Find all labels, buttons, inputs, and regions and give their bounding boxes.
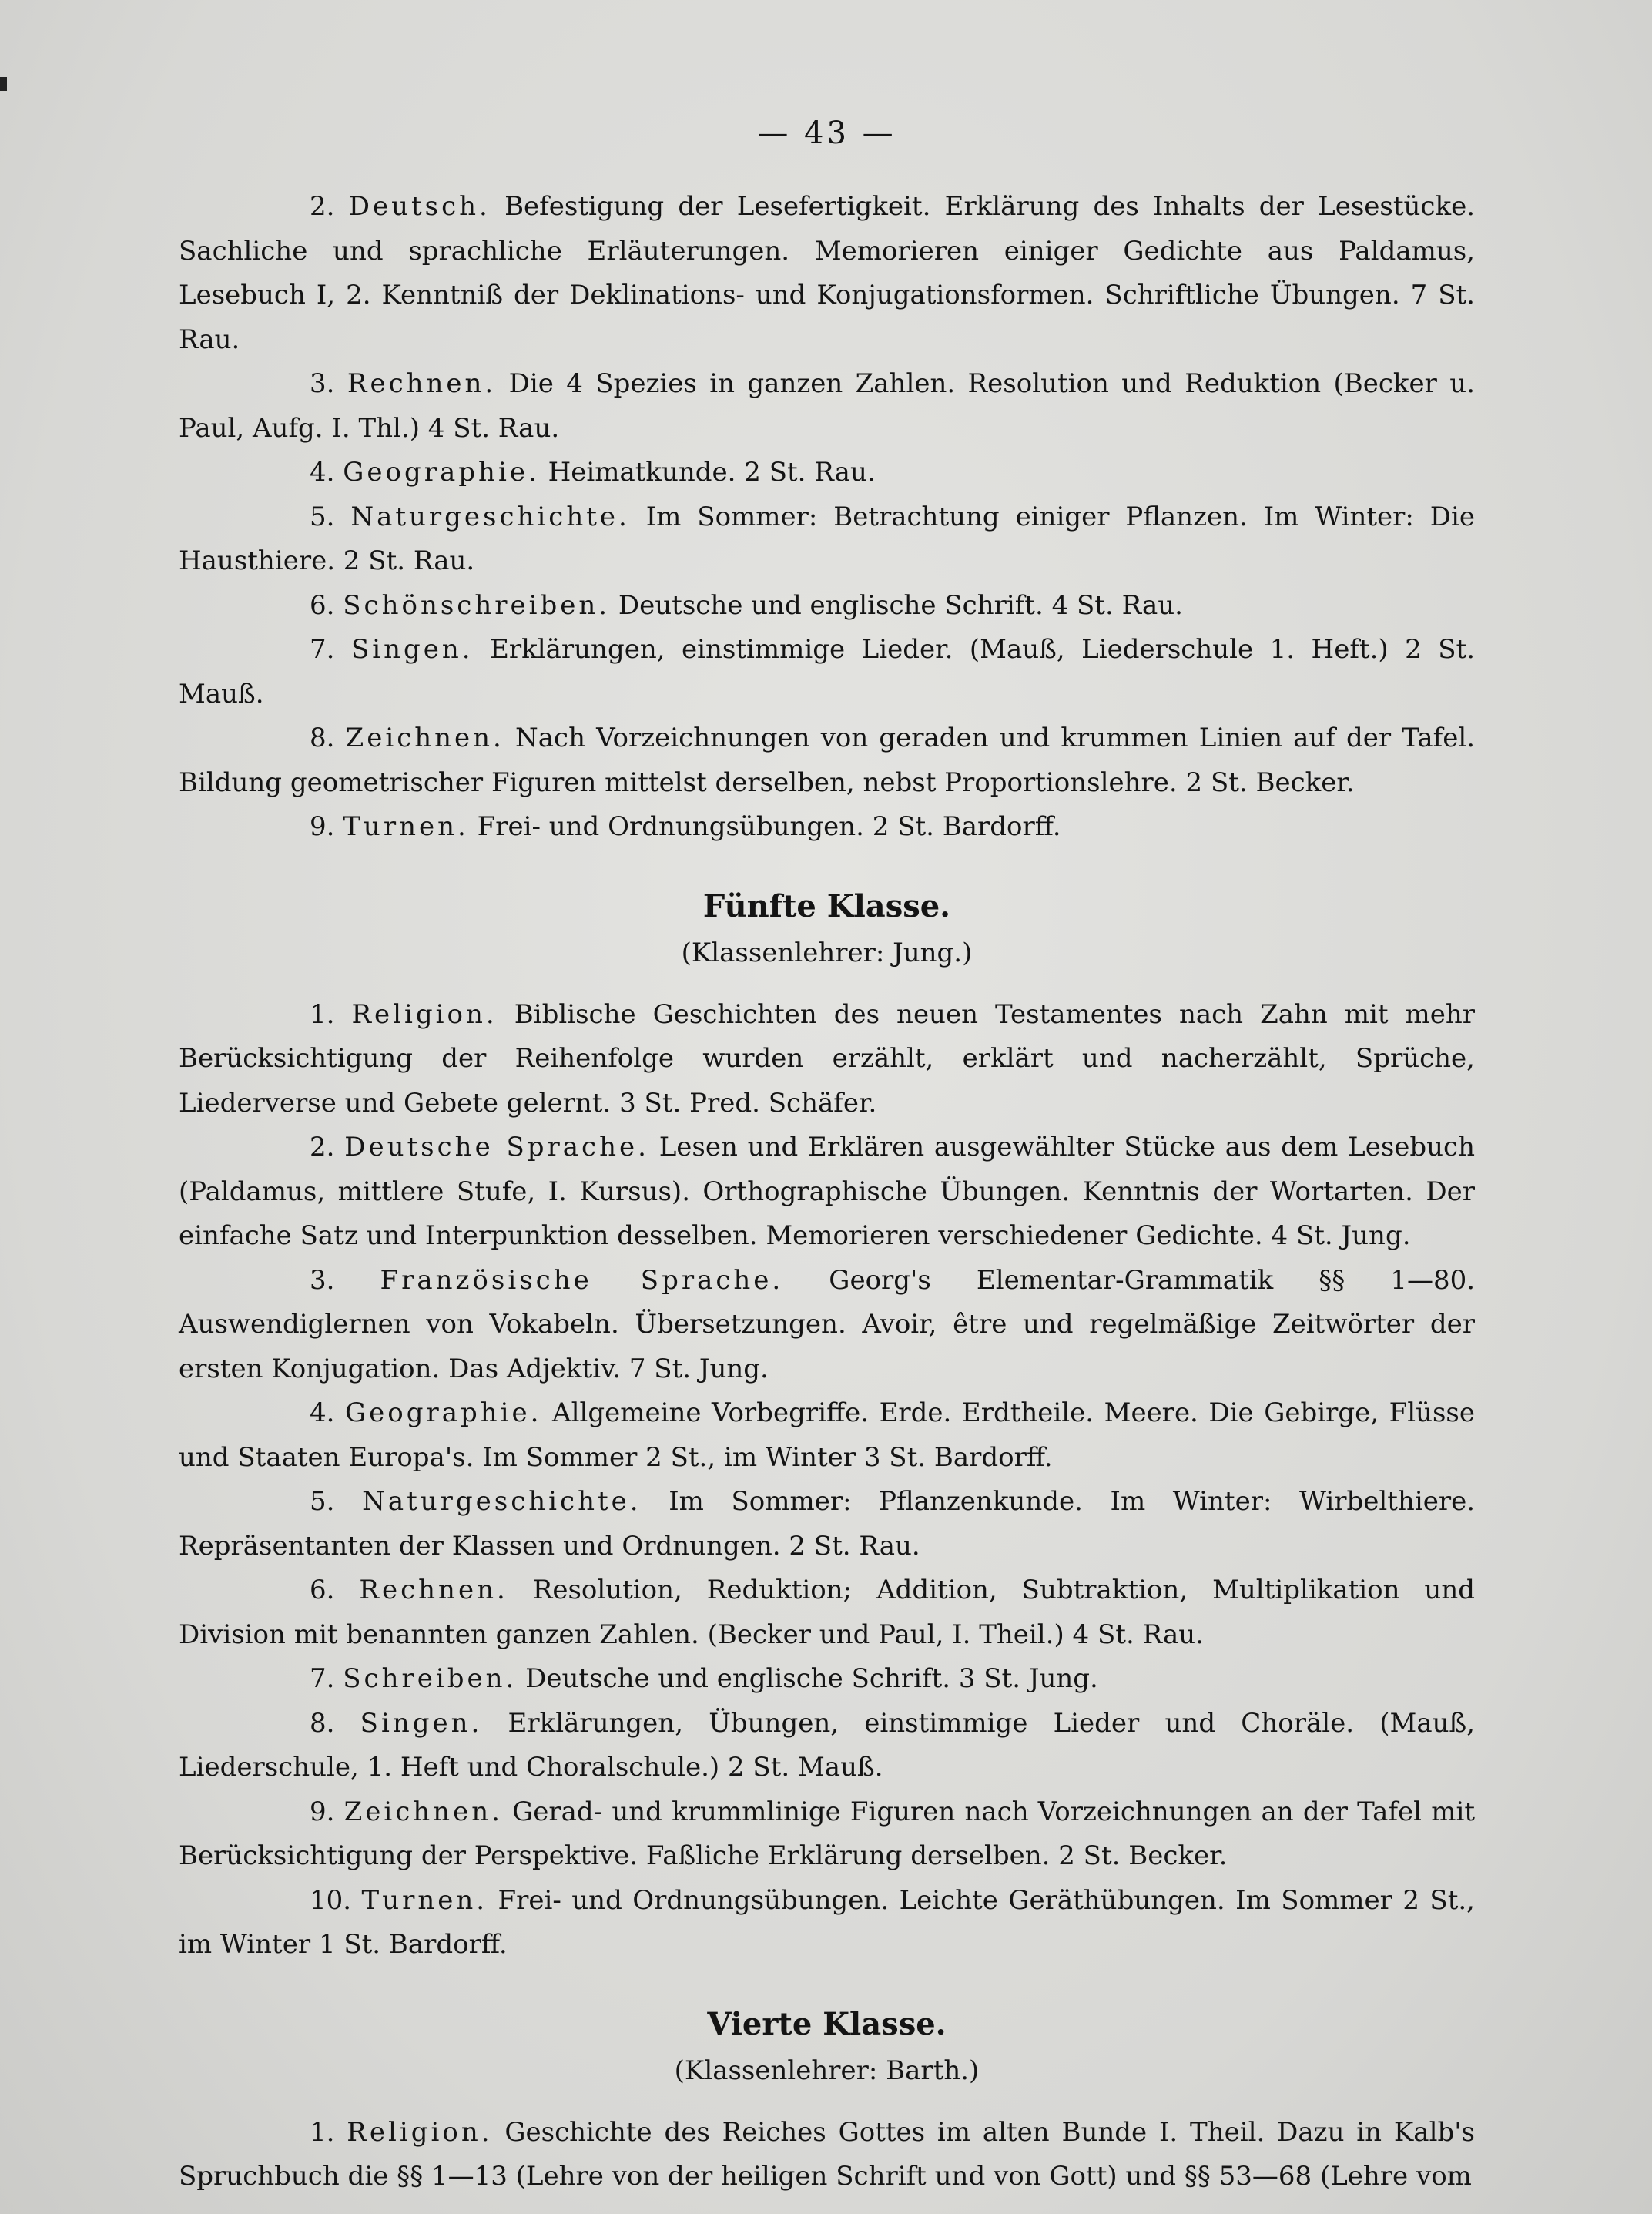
- part1-list: [179, 185, 1475, 850]
- list-item: 10. Turnen. Frei- und Ordnungsübungen. Leichte Geräthübungen. Im Sommer 2 St., im Winter 1 St. Bardorff.: [179, 1884, 1475, 1960]
- list-item: 7. Schreiben. Deutsche und englische Schrift. 3 St. Jung.: [310, 1663, 1098, 1694]
- list-item: 5. Naturgeschichte. Im Sommer: Betrachtung einiger Pflanzen. Im Winter: Die Hausthiere. 2 St. Rau.: [179, 501, 1475, 576]
- list-item: 1. Religion. Biblische Geschichten des neuen Testamentes nach Zahn mit mehr Berücksichtigung der Reihenfolge wurden erzählt, erklärt und nacherzählt, Sprüche, Liederverse und Gebete gelernt. 3 St. Pred. Schäfer.: [179, 998, 1476, 1119]
- section-heading-fuenfte-klasse: Fünfte Klasse.: [702, 887, 951, 924]
- list-item: 4. Geographie. Heimatkunde. 2 St. Rau.: [310, 457, 876, 488]
- list-item: 6. Rechnen. Resolution, Reduktion; Addition, Subtraktion, Multiplikation und Division mit benannten ganzen Zahlen. (Becker und Paul, I. Theil.) 4 St. Rau.: [179, 1575, 1475, 1650]
- section-subheading-klassenlehrer-barth: (Klassenlehrer: Barth.): [674, 2055, 980, 2086]
- list-item: 2. Deutsche Sprache. Lesen und Erklären ausgewählter Stücke aus dem Lesebuch (Paldamus, mittlere Stufe, I. Kursus). Orthographische Übungen. Kenntnis der Wortarten. Der einfache Satz und Interpunktion desselben. Memorieren verschiedener Gedichte. 4 St. Jung.: [179, 1132, 1475, 1251]
- page-number: — 43 —: [757, 116, 896, 151]
- list-item: 3. Französische Sprache. Georg's Elementar-Grammatik §§ 1—80. Auswendiglernen von Vokabeln. Übersetzungen. Avoir, être und regelmäßige Zeitwörter der ersten Konjugation. Das Adjektiv. 7 St. Jung.: [179, 1264, 1476, 1384]
- list-item: 9. Turnen. Frei- und Ordnungsübungen. 2 St. Bardorff.: [310, 811, 1061, 842]
- section-subheading-klassenlehrer-jung: (Klassenlehrer: Jung.): [681, 937, 973, 968]
- list-item: 7. Singen. Erklärungen, einstimmige Lieder. (Mauß, Liederschule 1. Heft.) 2 St. Mauß.: [179, 634, 1476, 709]
- list-item: 9. Zeichnen. Gerad- und krummlinige Figuren nach Vorzeichnungen an der Tafel mit Berücksichtigung der Perspektive. Faßliche Erklärung derselben. 2 St. Becker.: [179, 1796, 1475, 1871]
- list-item: 4. Geographie. Allgemeine Vorbegriffe. Erde. Erdtheile. Meere. Die Gebirge, Flüsse und Staaten Europa's. Im Sommer 2 St., im Winter 3 St. Bardorff.: [179, 1397, 1475, 1473]
- section-heading-vierte-klasse: Vierte Klasse.: [707, 2005, 947, 2042]
- scan-edge-mark: [0, 77, 7, 91]
- list-item: 8. Singen. Erklärungen, Übungen, einstimmige Lieder und Choräle. (Mauß, Liederschule, 1. Heft und Choralschule.) 2 St. Mauß.: [179, 1707, 1476, 1783]
- list-item: 2. Deutsch. Befestigung der Lesefertigkeit. Erklärung des Inhalts der Lesestücke. Sachliche und sprachliche Erläuterungen. Memorieren einiger Gedichte aus Paldamus, Lesebuch I, 2. Kenntniß der Deklinations- und Konjugationsformen. Schriftliche Übungen. 7 St. Rau.: [179, 191, 1475, 355]
- list-item: 6. Schönschreiben. Deutsche und englische Schrift. 4 St. Rau.: [310, 589, 1183, 621]
- section4-list: [179, 2111, 1475, 2199]
- list-item: 8. Zeichnen. Nach Vorzeichnungen von geraden und krummen Linien auf der Tafel. Bildung geometrischer Figuren mittelst derselben, nebst Proportionslehre. 2 St. Becker.: [179, 723, 1476, 798]
- section5-list: [179, 993, 1475, 1967]
- list-item: 1. Religion. Geschichte des Reiches Gottes im alten Bunde I. Theil. Dazu in Kalb's Spruchbuch die §§ 1—13 (Lehre von der heiligen Schrift und von Gott) und §§ 53—68 (Lehre vom: [179, 2116, 1475, 2192]
- list-item: 3. Rechnen. Die 4 Spezies in ganzen Zahlen. Resolution und Reduktion (Becker u. Paul, Aufg. I. Thl.) 4 St. Rau.: [179, 368, 1475, 444]
- list-item: 5. Naturgeschichte. Im Sommer: Pflanzenkunde. Im Winter: Wirbelthiere. Repräsentanten der Klassen und Ordnungen. 2 St. Rau.: [179, 1486, 1476, 1562]
